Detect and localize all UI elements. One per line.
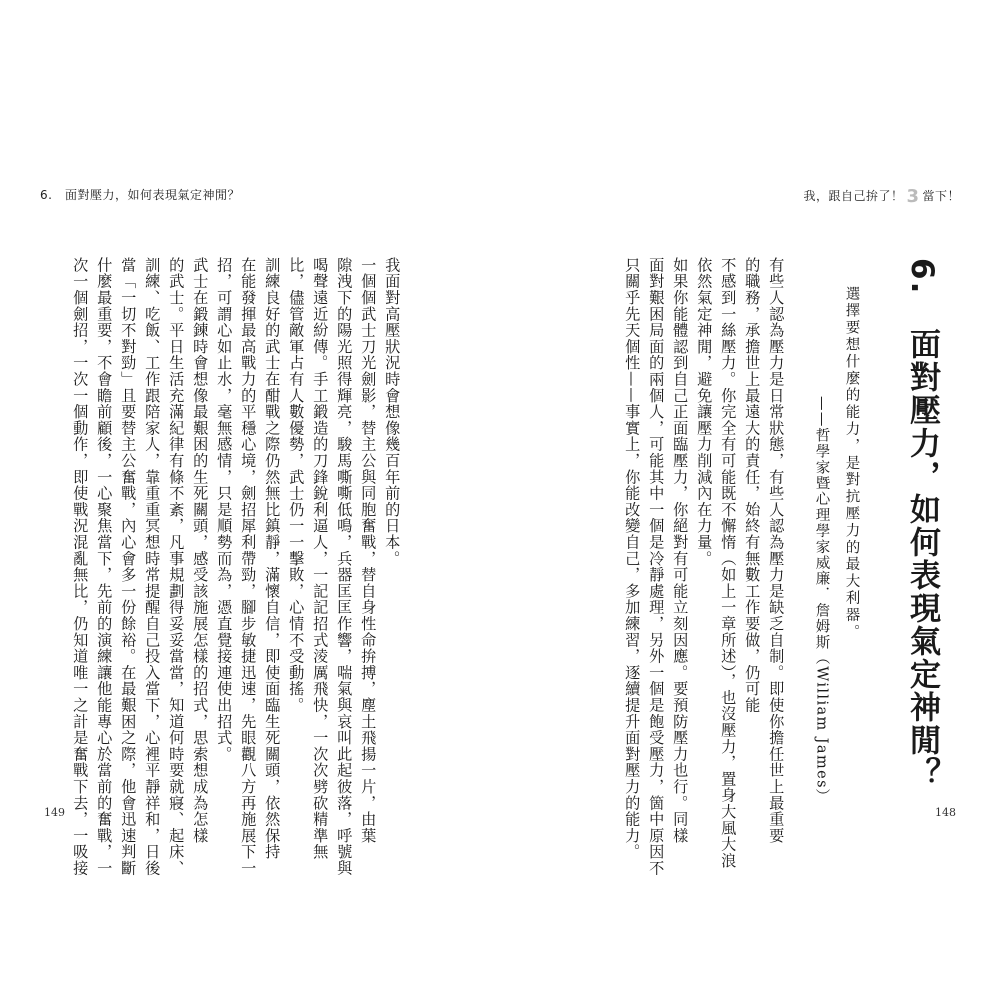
running-header-right [803, 186, 960, 207]
body-column-left-8: 招，可謂心如止水，毫無感情，只是順勢而為，憑直覺接連使出招式。 [215, 257, 234, 763]
body-column-right-5: 如果你能體認到自己正面臨壓力，你絕對有可能立刻因應。要預防壓力也行。同樣 [671, 257, 690, 844]
chapter-title: 6. 面對壓力，如何表現氣定神閒？ [904, 258, 940, 791]
book-subtitle-text: 當下！ [922, 189, 960, 203]
body-column-left-12: 當「一切不對勁」且要替主公奮戰，內心會多一份餘裕。在最艱困之際，他會迅速判斷 [119, 257, 138, 877]
body-column-right-1: 有些人認為壓力是日常狀態，有些人認為壓力是缺乏自制。即使你擔任世上最重要 [767, 257, 786, 844]
body-column-left-7: 在能發揮最高戰力的平穩心境，劍招犀利帶勁，腳步敏捷迅速，先眼觀八方再施展下一 [239, 257, 258, 877]
body-column-left-6: 訓練良好的武士在酣戰之際仍然無比鎮靜，滿懷自信，即使面臨生死關頭，依然保持 [263, 257, 282, 861]
series-number-badge: 3 [906, 186, 920, 207]
body-column-right-2: 的職務，承擔世上最遠大的責任，始終有無數工作要做，仍可能 [743, 257, 762, 714]
body-column-left-5: 比，儘管敵軍占有人數優勢，武士仍一一擊敗，心情不受動搖。 [287, 257, 306, 714]
book-title-text: 我，跟自己拚了！ [803, 189, 904, 203]
epigraph-attribution: ——哲學家暨心理學家威廉．詹姆斯（William James） [813, 396, 830, 805]
body-column-right-6: 面對艱困局面的兩個人，可能其中一個是冷靜處理，另外一個是飽受壓力，箇中原因不 [647, 257, 666, 877]
body-column-left-4: 喝聲遠近紛傳。手工鍛造的刀鋒銳利逼人，一記記招式淩厲飛快，一次次劈砍精準無 [311, 257, 330, 861]
body-column-left-3: 隙洩下的陽光照得輝亮，駿馬嘶嘶低鳴，兵器匡匡作響，喘氣與哀叫此起彼落，呼號與 [335, 257, 354, 877]
body-column-left-11: 訓練、吃飯、工作跟陪家人，靠重重冥想時常提醒自己投入當下，心裡平靜祥和，日後 [143, 257, 162, 877]
body-column-left-2: 一個個武士刀光劍影，替主公與同胞奮戰，替自身性命拚搏，塵土飛揚一片，由葉 [359, 257, 378, 844]
body-column-right-7: 只關乎先天個性——事實上，你能改變自己，多加練習，逐續提升面對壓力的能力。 [623, 257, 642, 861]
body-column-left-14: 次一個劍招，一次一個動作，即使戰況混亂無比，仍知道唯一之計是奮戰下去，一吸接 [71, 257, 90, 877]
epigraph-quote: 選擇要想什麼的能力，是對抗壓力的最大利器。 [843, 286, 860, 641]
running-header-left: 6. 面對壓力，如何表現氣定神閒？ [40, 188, 240, 202]
body-column-left-9: 武士在鍛鍊時會想像最艱困的生死關頭，感受該施展怎樣的招式，思索想成為怎樣 [191, 257, 210, 844]
body-column-left-10: 的武士。平日生活充滿紀律有條不紊，凡事規劃得妥妥當當，知道何時要就寢、起床、 [167, 257, 186, 877]
page-number-left: 149 [44, 806, 65, 819]
body-column-left-13: 什麼最重要，不會瞻前顧後，一心聚焦當下，先前的演練讓他能專心於當前的奮戰，一 [95, 257, 114, 877]
body-column-left-1: 我面對高壓狀況時會想像幾百年前的日本。 [383, 257, 402, 567]
page-number-right: 148 [935, 806, 956, 819]
body-column-right-3: 不感到一絲壓力。你完全有可能既不懈惰（如上一章所述），也沒壓力，置身大風大浪 [719, 257, 738, 869]
body-column-right-4: 依然氣定神閒，避免讓壓力削減內在力量。 [695, 257, 714, 567]
